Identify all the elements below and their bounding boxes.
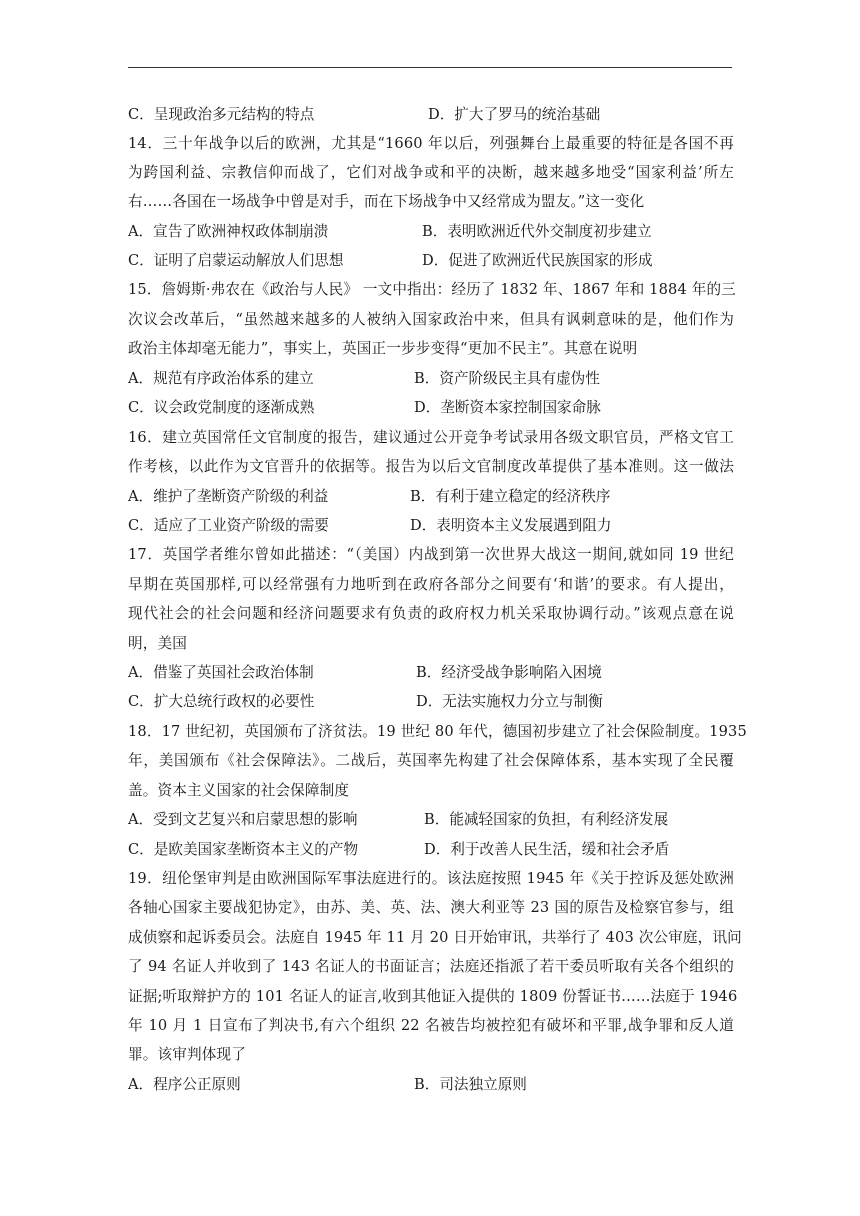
q19-stem-line: 成侦察和起诉委员会。法庭自 1945 年 11 月 20 日开始审讯，共举行了 403 次公审庭，讯问	[128, 929, 742, 946]
q14-option-a: A．宣告了欧洲神权政体制崩溃	[128, 223, 329, 240]
q13-option-d: D．扩大了罗马的统治基础	[428, 106, 601, 123]
q19-stem-line: 各轴心国家主要战犯协定》，由苏、美、英、法、澳大利亚等 23 国的原告及检察官参与，组	[128, 899, 734, 916]
q15-option-a: A．规范有序政治体系的建立	[128, 370, 314, 387]
q17-stem-line: 17．英国学者维尔曾如此描述：“（美国）内战到第一次世界大战这一期间,就如同 19 世纪	[128, 546, 734, 563]
q15-option-d: D．垄断资本家控制国家命脉	[414, 399, 601, 416]
q18-option-d: D．利于改善人民生活，缓和社会矛盾	[424, 841, 670, 858]
q15-option-b: B．资产阶级民主具有虚伪性	[414, 370, 600, 387]
q13-option-c: C．呈现政治多元结构的特点	[128, 106, 315, 123]
q14-option-d: D．促进了欧洲近代民族国家的形成	[422, 252, 653, 269]
q19-stem-line: 年 10 月 1 日宣布了判决书,有六个组织 22 名被告均被控犯有破坏和平罪,战争罪和反人道	[128, 1017, 734, 1034]
q16-stem-line: 作考核，以此作为文官晋升的依据等。报告为以后文官制度改革提供了基本准则。这一做法	[128, 458, 734, 475]
q16-stem-line: 16．建立英国常任文官制度的报告，建议通过公开竞争考试录用各级文职官员，严格文官工	[128, 429, 734, 446]
q14-stem-line: 为跨国利益、宗教信仰而战了，它们对战争或和平的决断，越来越多地受“国家利益’所左	[128, 164, 734, 181]
q14-stem-line: 右……各国在一场战争中曾是对手，而在下场战争中又经常成为盟友。”这一变化	[128, 193, 645, 210]
q19-option-b: B．司法独立原则	[414, 1076, 527, 1093]
q19-option-a: A．程序公正原则	[128, 1076, 241, 1093]
q16-option-b: B．有利于建立稳定的经济秩序	[410, 488, 611, 505]
q16-option-c: C．适应了工业资产阶级的需要	[128, 517, 329, 534]
q18-stem-line: 年，美国颁布《社会保障法》。二战后，英国率先构建了社会保障体系，基本实现了全民覆	[128, 752, 734, 769]
q17-stem-line: 明，美国	[128, 635, 187, 652]
q17-stem-line: 早期在英国那样,可以经常强有力地听到在政府各部分之间要有‘和谐’的要求。有人提出，	[128, 576, 734, 593]
q17-option-b: B．经济受战争影响陷入困境	[416, 664, 602, 681]
q18-option-a: A．受到文艺复兴和启蒙思想的影响	[128, 811, 358, 828]
q17-stem-line: 现代社会的社会问题和经济问题要求有负责的政府权力机关采取协调行动。”该观点意在说	[128, 605, 734, 622]
q18-option-c: C．是欧美国家垄断资本主义的产物	[128, 841, 359, 858]
q14-option-c: C．证明了启蒙运动解放人们思想	[128, 252, 344, 269]
q19-stem-line: 了 94 名证人并收到了 143 名证人的书面证言；法庭还指派了若干委员听取有关各个组织的	[128, 958, 734, 975]
q16-option-a: A．维护了垄断资产阶级的利益	[128, 488, 329, 505]
q14-option-b: B．表明欧洲近代外交制度初步建立	[422, 223, 652, 240]
q15-option-c: C．议会政党制度的逐渐成熟	[128, 399, 315, 416]
q17-option-a: A．借鉴了英国社会政治体制	[128, 664, 314, 681]
q15-stem-line: 15．詹姆斯·弗农在《政治与人民》 一文中指出：经历了 1832 年、1867 年和 1884 年的三	[128, 281, 736, 298]
q19-stem-line: 19．纽伦堡审判是由欧洲国际军事法庭进行的。该法庭按照 1945 年《关于控诉及惩处欧洲	[128, 870, 734, 887]
q18-option-b: B．能减轻国家的负担，有利经济发展	[424, 811, 669, 828]
q14-stem-line: 14．三十年战争以后的欧洲，尤其是“1660 年以后，列强舞台上最重要的特征是各国不再	[128, 135, 734, 152]
header-rule	[128, 67, 732, 68]
q18-stem-line: 盖。资本主义国家的社会保障制度	[128, 782, 350, 799]
q15-stem-line: 政治主体却毫无能力”，事实上，英国正一步步变得“更加不民主”。其意在说明	[128, 340, 638, 357]
q18-stem-line: 18．17 世纪初，英国颁布了济贫法。19 世纪 80 年代，德国初步建立了社会保险制度。1935	[128, 723, 747, 740]
q17-option-c: C．扩大总统行政权的必要性	[128, 693, 315, 710]
q19-stem-line: 证据;听取辩护方的 101 名证人的证言,收到其他证入提供的 1809 份誓证书……法庭于 1946	[128, 988, 738, 1005]
q17-option-d: D．无法实施权力分立与制衡	[416, 693, 603, 710]
q19-stem-line: 罪。该审判体现了	[128, 1046, 246, 1063]
q15-stem-line: 次议会改革后，“虽然越来越多的人被纳入国家政治中来，但具有讽刺意味的是，他们作为	[128, 311, 734, 328]
q16-option-d: D．表明资本主义发展遇到阻力	[410, 517, 612, 534]
